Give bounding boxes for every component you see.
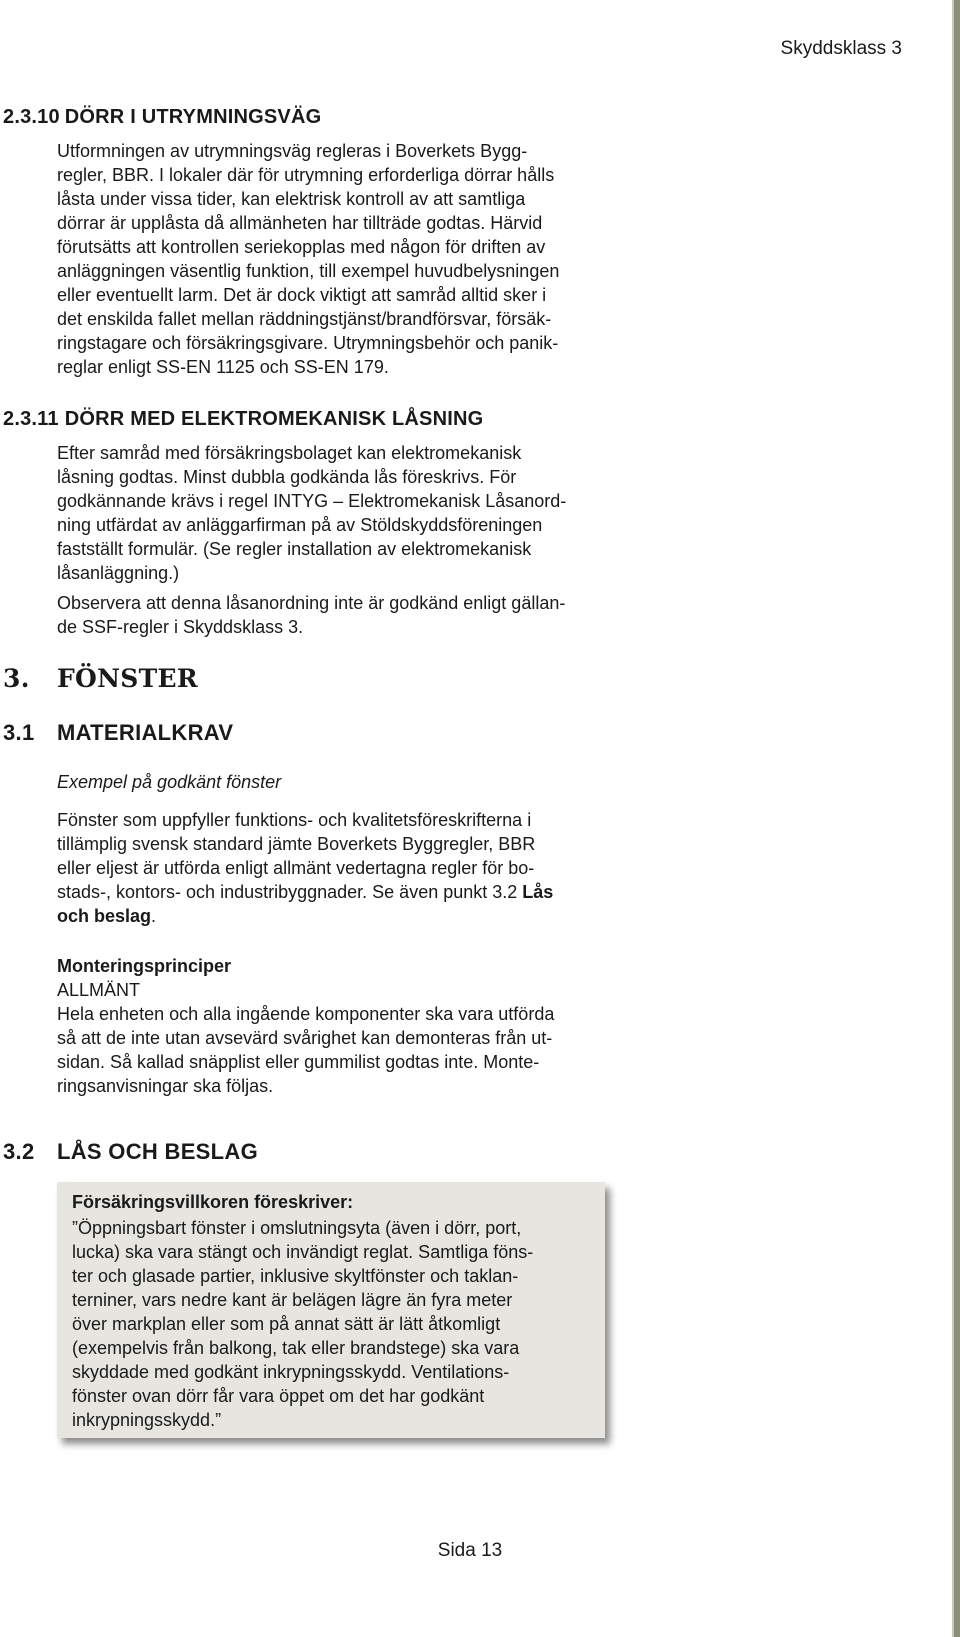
text-line: förutsätts att kontrollen seriekopplas med någon för driften av bbox=[57, 237, 546, 257]
section-heading-2-3-11 bbox=[3, 408, 483, 431]
text-line: fönster ovan dörr får vara öppet om det har godkänt bbox=[72, 1386, 485, 1406]
text-line bbox=[57, 880, 612, 904]
mounting-heading: Monteringsprinciper bbox=[57, 956, 232, 976]
section-title: DÖRR I UTRYMNINGSVÄG bbox=[64, 106, 322, 128]
mounting-subheading: ALLMÄNT bbox=[57, 980, 141, 1000]
section-number: 2.3.11 bbox=[3, 408, 59, 430]
section-title: DÖRR MED ELEKTROMEKANISK LÅSNING bbox=[64, 408, 484, 430]
text-line: Efter samråd med försäkringsbolaget kan elektromekanisk bbox=[57, 443, 522, 463]
section-number: 3.2 bbox=[3, 1139, 35, 1164]
page-number: Sida 13 bbox=[437, 1540, 503, 1561]
text-line: ter och glasade partier, inklusive skyltfönster och taklan- bbox=[72, 1266, 519, 1286]
text-line: låsanläggning.) bbox=[57, 563, 180, 583]
section-title: MATERIALKRAV bbox=[57, 720, 234, 745]
page-edge-bar bbox=[954, 0, 960, 1637]
text-line: så att de inte utan avsevärd svårighet kan demonteras från ut- bbox=[57, 1028, 553, 1048]
example-heading: Exempel på godkänt fönster bbox=[57, 772, 282, 792]
text-span: . bbox=[151, 906, 157, 926]
reference-bold: och beslag bbox=[57, 906, 152, 926]
text-line: Observera att denna låsanordning inte är godkänd enligt gällan- bbox=[57, 593, 566, 613]
text-line: ringstagare och försäkringsgivare. Utrymningsbehör och panik- bbox=[57, 333, 559, 353]
section-number: 3.1 bbox=[3, 720, 35, 745]
paragraph-2-3-11 bbox=[57, 441, 612, 585]
text-line: ”Öppningsbart fönster i omslutningsyta (även i dörr, port, bbox=[72, 1218, 522, 1238]
text-line: lucka) ska vara stängt och invändigt reglat. Samtliga föns- bbox=[72, 1242, 534, 1262]
chapter-heading bbox=[3, 664, 198, 693]
text-line: skyddade med godkänt inkrypningsskydd. Ventilations- bbox=[72, 1362, 510, 1382]
text-line bbox=[57, 904, 612, 928]
text-line: godkännande krävs i regel INTYG – Elektromekanisk Låsanord- bbox=[57, 491, 567, 511]
chapter-number: 3. bbox=[3, 664, 30, 693]
text-line: reglar enligt SS-EN 1125 och SS-EN 179. bbox=[57, 357, 389, 377]
text-line: låsta under vissa tider, kan elektrisk kontroll av att samtliga bbox=[57, 189, 526, 209]
text-line: eller eventuellt larm. Det är dock viktigt att samråd alltid sker i bbox=[57, 285, 547, 305]
text-line: anläggningen väsentlig funktion, till exempel huvudbelysningen bbox=[57, 261, 560, 281]
section-title: LÅS OCH BESLAG bbox=[57, 1139, 258, 1164]
text-line: terniner, vars nedre kant är belägen lägre än fyra meter bbox=[72, 1290, 513, 1310]
text-line: dörrar är upplåsta då allmänheten har tillträde godtas. Härvid bbox=[57, 213, 543, 233]
text-line: över markplan eller som på annat sätt är lätt åtkomligt bbox=[72, 1314, 501, 1334]
running-header: Skyddsklass 3 bbox=[780, 38, 902, 59]
text-line: (exempelvis från balkong, tak eller brandstege) ska vara bbox=[72, 1338, 520, 1358]
callout-title: Försäkringsvillkoren föreskriver: bbox=[72, 1192, 354, 1212]
section-heading-2-3-10 bbox=[3, 106, 321, 129]
text-span: stads-, kontors- och industribyggnader. Se även punkt 3.2 bbox=[57, 882, 518, 902]
callout-quote bbox=[72, 1216, 592, 1432]
text-line: fastställt formulär. (Se regler installation av elektromekanisk bbox=[57, 539, 532, 559]
mounting-block bbox=[57, 954, 612, 1098]
text-line: Hela enheten och alla ingående komponenter ska vara utförda bbox=[57, 1004, 555, 1024]
text-line: Fönster som uppfyller funktions- och kvalitetsföreskrifterna i bbox=[57, 810, 532, 830]
section-heading-3-1 bbox=[3, 720, 233, 746]
text-line: regler, BBR. I lokaler där för utrymning erforderliga dörrar hålls bbox=[57, 165, 555, 185]
text-line: eller eljest är utförda enligt allmänt vedertagna regler för bo- bbox=[57, 858, 535, 878]
paragraph-observera bbox=[57, 591, 612, 639]
section-number: 2.3.10 bbox=[3, 106, 60, 128]
reference-bold: Lås bbox=[522, 882, 554, 902]
text-line: ringsanvisningar ska följas. bbox=[57, 1076, 274, 1096]
text-line: det enskilda fallet mellan räddningstjänst/brandförsvar, försäk- bbox=[57, 309, 552, 329]
section-heading-3-2 bbox=[3, 1139, 258, 1165]
text-line: tillämplig svensk standard jämte Boverkets Byggregler, BBR bbox=[57, 834, 536, 854]
text-line: de SSF-regler i Skyddsklass 3. bbox=[57, 617, 304, 637]
text-line: inkrypningsskydd.” bbox=[72, 1410, 222, 1430]
insurance-terms-box bbox=[57, 1182, 605, 1438]
chapter-title: FÖNSTER bbox=[57, 664, 198, 693]
text-line: ning utfärdat av anläggarfirman på av Stöldskyddsföreningen bbox=[57, 515, 543, 535]
text-line: låsning godtas. Minst dubbla godkända lås föreskrivs. För bbox=[57, 467, 517, 487]
paragraph-2-3-10 bbox=[57, 139, 612, 379]
text-line: sidan. Så kallad snäpplist eller gummilist godtas inte. Monte- bbox=[57, 1052, 540, 1072]
paragraph-3-1 bbox=[57, 808, 612, 928]
text-line: Utformningen av utrymningsväg regleras i Boverkets Bygg- bbox=[57, 141, 528, 161]
